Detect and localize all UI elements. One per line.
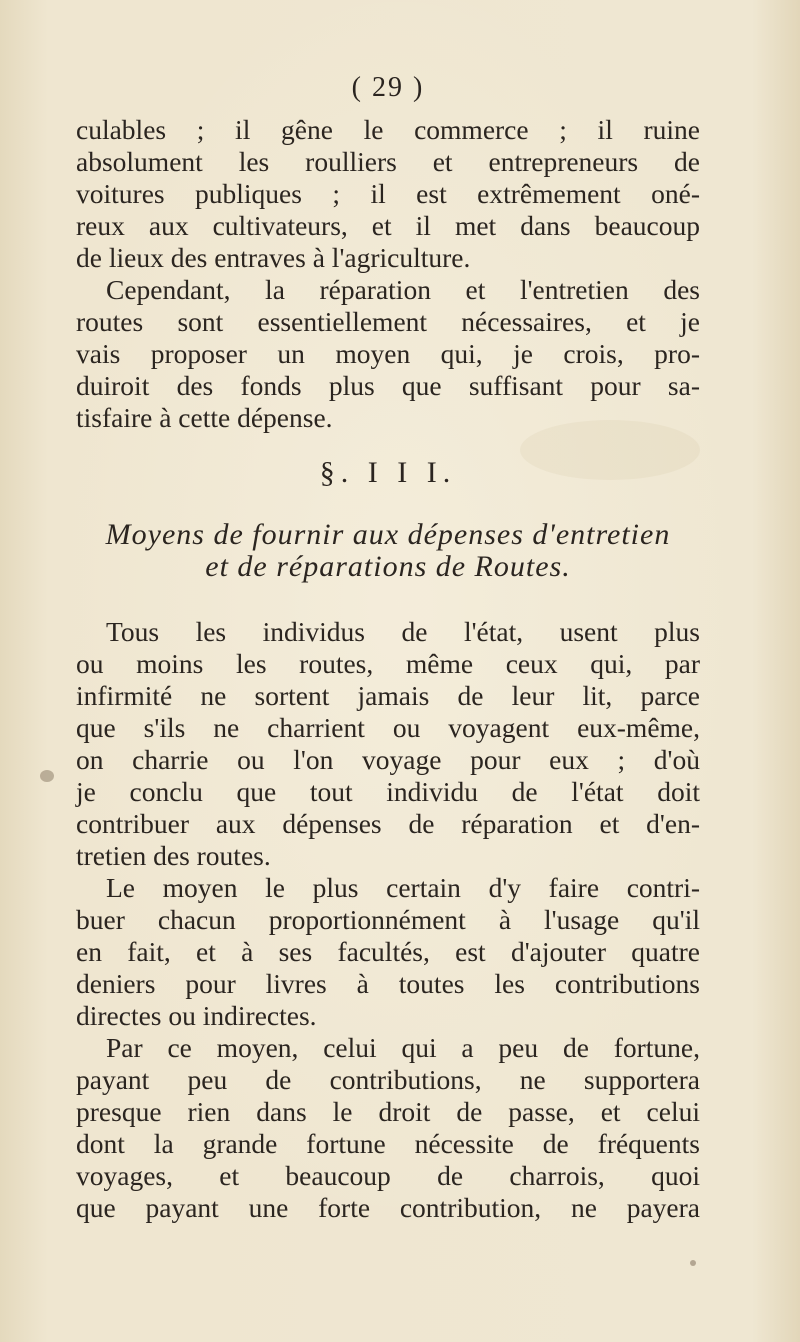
text-line: voitures publiques ; il est extrêmement oné-: [76, 178, 700, 209]
text-line: Par ce moyen, celui qui a peu de fortune,: [106, 1032, 700, 1063]
section-title: Moyens de fournir aux dépenses d'entretien: [105, 518, 671, 551]
section-number: §. I I I.: [319, 456, 457, 489]
text-line: culables ; il gêne le commerce ; il ruine: [76, 114, 700, 145]
text-line: de lieux des entraves à l'agriculture.: [76, 242, 471, 273]
text-line: on charrie ou l'on voyage pour eux ; d'où: [76, 744, 700, 775]
text-line: Cependant, la réparation et l'entretien des: [106, 274, 700, 305]
page-number: ( 29 ): [351, 72, 425, 103]
text-line: infirmité ne sortent jamais de leur lit, parce: [76, 680, 700, 711]
text-line: deniers pour livres à toutes les contributions: [76, 968, 700, 999]
text-line: directes ou indirectes.: [76, 1000, 317, 1031]
paper-stain: [40, 770, 54, 782]
text-line: en fait, et à ses facultés, est d'ajouter quatre: [76, 936, 700, 967]
text-line: Le moyen le plus certain d'y faire contri-: [106, 872, 700, 903]
text-line: presque rien dans le droit de passe, et celui: [76, 1096, 700, 1127]
text-line: buer chacun proportionnément à l'usage qu'il: [76, 904, 700, 935]
text-line: que s'ils ne charrient ou voyagent eux-même,: [76, 712, 700, 743]
text-line: tisfaire à cette dépense.: [76, 402, 333, 433]
text-line: duiroit des fonds plus que suffisant pour sa-: [76, 370, 700, 401]
text-line: je conclu que tout individu de l'état doit: [76, 776, 700, 807]
text-line: routes sont essentiellement nécessaires, et je: [76, 306, 700, 337]
text-line: Tous les individus de l'état, usent plus: [106, 616, 700, 647]
text-line: ou moins les routes, même ceux qui, par: [76, 648, 700, 679]
text-line: que payant une forte contribution, ne payera: [76, 1192, 700, 1223]
text-line: dont la grande fortune nécessite de fréquents: [76, 1128, 700, 1159]
text-line: payant peu de contributions, ne supportera: [76, 1064, 700, 1095]
text-line: absolument les roulliers et entrepreneurs de: [76, 146, 700, 177]
text-line: contribuer aux dépenses de réparation et d'en-: [76, 808, 700, 839]
section-title: et de réparations de Routes.: [205, 550, 571, 583]
paper-stain: [690, 1260, 696, 1266]
text-line: tretien des routes.: [76, 840, 271, 871]
text-line: voyages, et beaucoup de charrois, quoi: [76, 1160, 700, 1191]
text-line: vais proposer un moyen qui, je crois, pro-: [76, 338, 700, 369]
text-line: reux aux cultivateurs, et il met dans beaucoup: [76, 210, 700, 241]
